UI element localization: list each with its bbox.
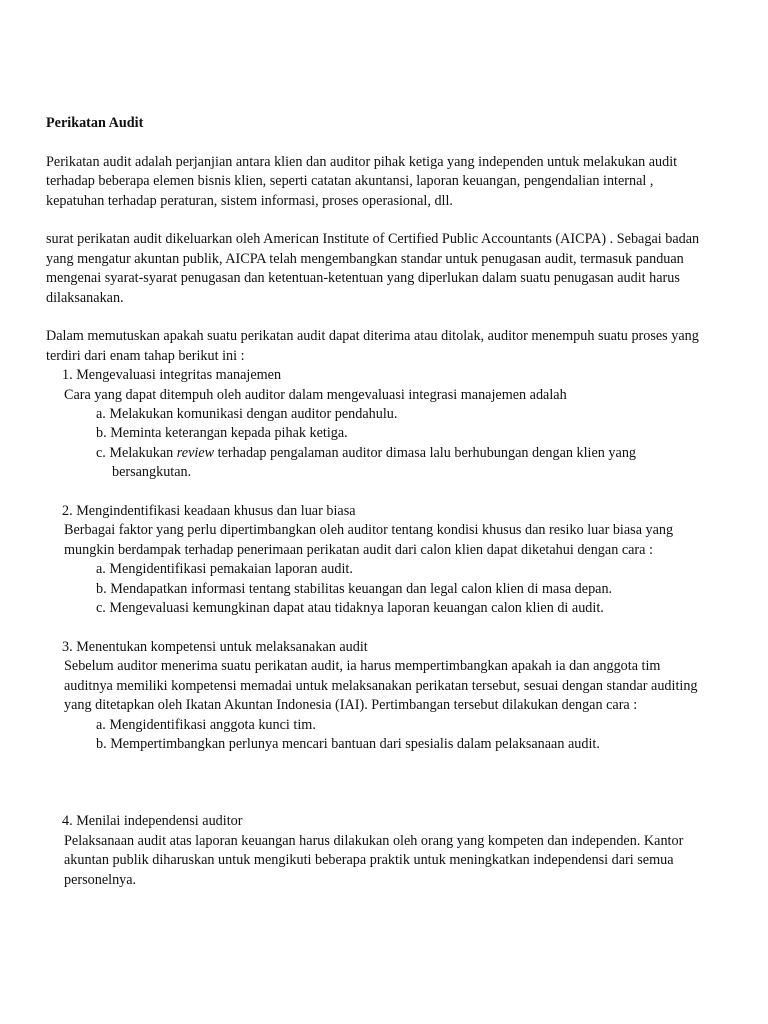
list-item: a. Melakukan komunikasi dengan auditor pendahulu.: [96, 406, 398, 423]
step-description: Berbagai faktor yang perlu dipertimbangkan oleh auditor tentang kondisi khusus dan resiko luar biasa yang mungkin berdampak terhadap penerimaan perikatan audit dari calon klien dapat diketahui dengan cara :: [64, 522, 674, 558]
step-title: Menentukan kompetensi untuk melaksanakan audit: [76, 638, 368, 655]
step-heading: [62, 502, 712, 521]
paragraph-aicpa: surat perikatan audit dikeluarkan oleh American Institute of Certified Public Accountants (AICPA) . Sebagai badan yang mengatur akuntan publik, AICPA telah mengembangkan standar untuk penugasan audit, termasuk panduan mengenai syarat-syarat penugasan dan ketentuan-ketentuan yang diperlukan dalam suatu penugasan audit harus dilaksanakan.: [46, 231, 700, 306]
list-item: a. Mengidentifikasi anggota kunci tim.: [96, 716, 316, 733]
step-number: 1.: [62, 367, 73, 384]
step-description: Cara yang dapat ditempuh oleh auditor dalam mengevaluasi integrasi manajemen adalah: [64, 386, 567, 403]
list-item: b. Mempertimbangkan perlunya mencari bantuan dari spesialis dalam pelaksanaan audit.: [96, 735, 600, 752]
step-2: [62, 502, 712, 618]
step-number: 3.: [62, 638, 73, 655]
step-number: 2.: [62, 503, 73, 520]
list-item: a. Mengidentifikasi pemakaian laporan audit.: [96, 561, 353, 578]
step-title: Menilai independensi auditor: [76, 813, 243, 830]
step-heading: [62, 366, 712, 385]
step-description: Pelaksanaan audit atas laporan keuangan harus dilakukan oleh orang yang kompeten dan independen. Kantor akuntan publik diharuskan untuk mengikuti beberapa praktik untuk meningkatkan independensi dari semua personelnya.: [64, 832, 684, 888]
step-3: [62, 638, 712, 754]
paragraph-process-intro: Dalam memutuskan apakah suatu perikatan audit dapat diterima atau ditolak, auditor menempuh suatu proses yang terdiri dari enam tahap berikut ini :: [46, 328, 699, 364]
step-description: Sebelum auditor menerima suatu perikatan audit, ia harus mempertimbangkan apakah ia dan anggota tim auditnya memiliki kompetensi memadai untuk melaksanakan perikatan tersebut, sesuai dengan standar auditing yang ditetapkan oleh Ikatan Akuntan Indonesia (IAI). Pertimbangan tersebut dilakukan dengan cara :: [64, 658, 698, 714]
step-1: [62, 366, 712, 482]
document-title: Perikatan Audit: [46, 115, 144, 131]
step-4: [62, 812, 712, 890]
list-item: c. Mengevaluasi kemungkinan dapat atau tidaknya laporan keuangan calon klien di audit.: [96, 600, 604, 617]
list-item: b. Meminta keterangan kepada pihak ketiga.: [96, 425, 348, 442]
step-number: 4.: [62, 813, 73, 830]
step-heading: [62, 812, 712, 831]
list-item: c. Melakukan review terhadap pengalaman auditor dimasa lalu berhubungan dengan klien yang bersangkutan.: [96, 444, 637, 481]
list-item: b. Mendapatkan informasi tentang stabilitas keuangan dan legal calon klien di masa depan.: [96, 580, 613, 597]
step-title: Mengindentifikasi keadaan khusus dan luar biasa: [76, 503, 356, 520]
paragraph-definition: Perikatan audit adalah perjanjian antara klien dan auditor pihak ketiga yang independen untuk melakukan audit terhadap beberapa elemen bisnis klien, seperti catatan akuntansi, laporan keuangan, pengendalian internal , kepatuhan terhadap peraturan, sistem informasi, proses operasional, dll.: [46, 153, 678, 209]
step-heading: [62, 638, 712, 657]
step-title: Mengevaluasi integritas manajemen: [76, 367, 282, 384]
